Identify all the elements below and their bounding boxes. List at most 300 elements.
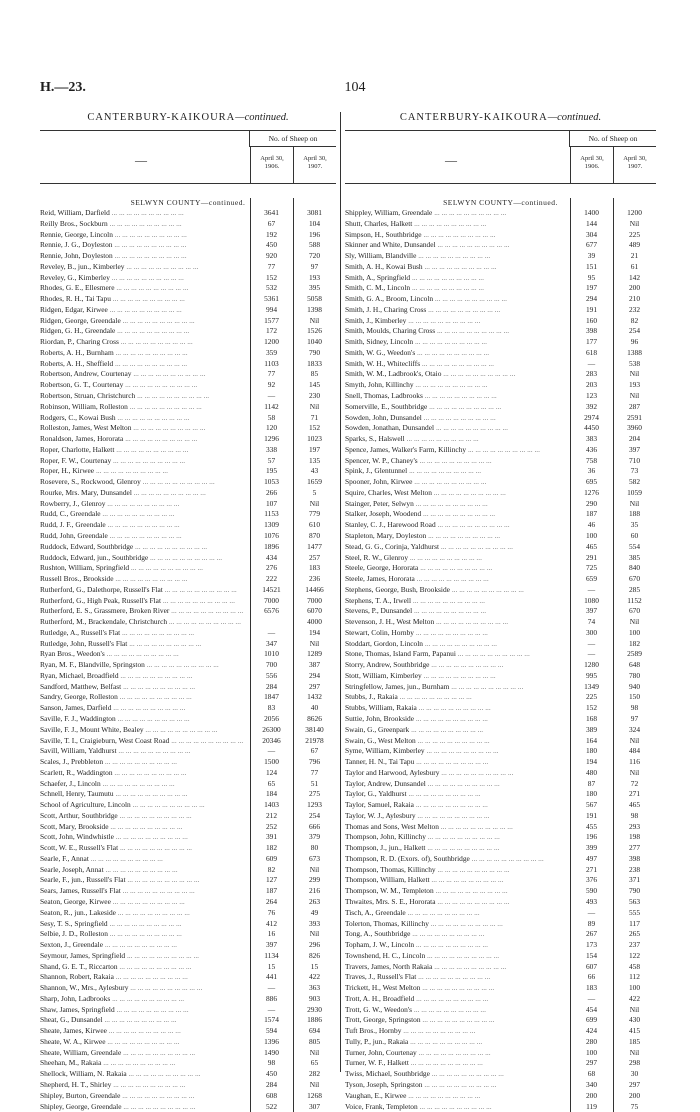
sheep-1907: Nil xyxy=(629,767,640,777)
table-row xyxy=(40,380,336,391)
owner-name: Shutt, Charles, Halkett ... xyxy=(345,219,570,230)
owner-name: Storry, Andrew, Southbridge ... xyxy=(345,660,570,671)
sheep-1906: 493 xyxy=(585,897,598,906)
owner-name: Stainger, Peter, Selwyn ... xyxy=(345,499,570,510)
owner-name: Stoddart, Gordon, Lincoln ... xyxy=(345,639,570,650)
sheep-1907: 666 xyxy=(308,821,321,831)
sheep-1906: 594 xyxy=(265,1026,278,1036)
owner-name: Syme, William, Kimberley ... xyxy=(345,746,570,757)
table-row xyxy=(40,1058,336,1069)
sheep-1906: 1010 xyxy=(264,649,279,659)
sheep-1906 xyxy=(250,617,293,628)
table-row xyxy=(40,1048,336,1059)
table-row xyxy=(345,423,656,434)
table-row xyxy=(345,822,656,833)
sheep-1907: 193 xyxy=(628,380,641,390)
owner-name: Searle, F., jun., Russell's Flat ... xyxy=(40,875,250,886)
sheep-1906: 39 xyxy=(587,251,596,261)
table-row xyxy=(345,1026,656,1037)
table-row xyxy=(40,423,336,434)
sheep-1907: Nil xyxy=(309,498,320,508)
table-row xyxy=(40,337,336,348)
sheep-1907: 1886 xyxy=(307,1015,322,1025)
sheep-1906: 454 xyxy=(585,1004,598,1014)
table-row xyxy=(40,230,336,241)
table-row xyxy=(345,1037,656,1048)
table-row xyxy=(40,822,336,833)
sheep-1907: 379 xyxy=(308,832,321,842)
sheep-1907: 398 xyxy=(628,853,641,863)
owner-name: Skinner and White, Dunsandel ... xyxy=(345,240,570,251)
owner-name: Stevens, P., Dunsandel ... xyxy=(345,606,570,617)
sheep-1906: 127 xyxy=(265,875,278,885)
owner-name: Swain, G., West Melton ... xyxy=(345,736,570,747)
owner-name: Twiss, Michael, Southbridge ... xyxy=(345,1069,570,1080)
sheep-1906: 7000 xyxy=(264,595,279,605)
table-row xyxy=(345,692,656,703)
owner-name: Thwaites, Mrs. S. E., Hororata ... xyxy=(345,897,570,908)
right-table xyxy=(345,112,656,1112)
table-row xyxy=(40,768,336,779)
sheep-1906: 1349 xyxy=(584,681,599,691)
owner-name: Smith, J. H., Charing Cross ... xyxy=(345,305,570,316)
table-row xyxy=(40,757,336,768)
county-heading: SELWYN COUNTY—continued. xyxy=(443,198,558,207)
sheep-1906: 98 xyxy=(267,1058,276,1068)
sheep-1906: 297 xyxy=(585,1058,598,1068)
owner-name: Taylor, W. J., Aylesbury ... xyxy=(345,811,570,822)
table-row xyxy=(345,671,656,682)
sheep-1906: 389 xyxy=(585,724,598,734)
sheep-1907: 97 xyxy=(630,713,639,723)
sheep-1906: 57 xyxy=(267,455,276,465)
owner-name: Stubbs, William, Rakaia ... xyxy=(345,703,570,714)
owner-name: Spence, James, Walker's Farm, Killinchy ... xyxy=(345,445,570,456)
owner-name: Rhodes, G. E., Ellesmere ... xyxy=(40,283,250,294)
owner-name: Rolleston, James, West Melton ... xyxy=(40,423,250,434)
sheep-1907: 588 xyxy=(308,240,321,250)
sheep-1906: 164 xyxy=(585,735,598,745)
sheep-1906: 100 xyxy=(585,1047,598,1057)
owner-name: Tolerton, Thomas, Killinchy ... xyxy=(345,919,570,930)
sheep-1906: 225 xyxy=(585,692,598,702)
sheep-1907: 465 xyxy=(628,800,641,810)
sheep-1906: 172 xyxy=(265,326,278,336)
sheep-1906: 412 xyxy=(265,918,278,928)
table-row xyxy=(40,682,336,693)
sheep-1907: 2589 xyxy=(627,649,642,659)
sheep-1906: 338 xyxy=(265,444,278,454)
page-header xyxy=(40,80,670,100)
sheep-1907: 71 xyxy=(310,412,319,422)
table-row xyxy=(40,219,336,230)
sheep-1907: 458 xyxy=(628,961,641,971)
table-row xyxy=(40,1005,336,1016)
table-row xyxy=(345,962,656,973)
sheep-1906: 659 xyxy=(585,574,598,584)
owner-name: Trott, George, Springston ... xyxy=(345,1015,570,1026)
sheep-1906: 522 xyxy=(265,1101,278,1111)
sheep-1907: 5 xyxy=(312,487,317,497)
owner-name: Steele, George, Hororata ... xyxy=(345,563,570,574)
table-row xyxy=(345,283,656,294)
sheep-1906: 347 xyxy=(265,638,278,648)
owner-name: Thompson, Thomas, Killinchy ... xyxy=(345,865,570,876)
sheep-1906: 180 xyxy=(585,789,598,799)
owner-name: Rushton, William, Springfield ... xyxy=(40,563,250,574)
sheep-1907: 230 xyxy=(308,391,321,401)
sheep-1907: 363 xyxy=(308,983,321,993)
owner-name: Topham, J. W., Lincoln ... xyxy=(345,940,570,951)
table-body xyxy=(345,198,656,1112)
sheep-1906: 191 xyxy=(585,810,598,820)
sheep-1906: 441 xyxy=(265,972,278,982)
sheep-1906: 699 xyxy=(585,1015,598,1025)
owner-name: Shand, G. E. T., Riccarton ... xyxy=(40,962,250,973)
table-row xyxy=(345,1058,656,1069)
owner-name: Reveley, G., Kimberley ... xyxy=(40,273,250,284)
table-row xyxy=(345,380,656,391)
sheep-1907: 77 xyxy=(310,767,319,777)
owner-name: Spencer, W. P., Chaney's ... xyxy=(345,456,570,467)
owner-name: Smith, Moulds, Charing Cross ... xyxy=(345,326,570,337)
sheep-1906: 168 xyxy=(585,713,598,723)
table-row xyxy=(40,865,336,876)
owner-name: Stone, Thomas, Island Farm, Papanui ... xyxy=(345,649,570,660)
sheep-1906: 152 xyxy=(585,703,598,713)
sheep-1906: 154 xyxy=(585,950,598,960)
owner-name: Saville, T. I., Craigieburn, West Coast Road ... xyxy=(40,736,250,747)
owner-name: Robertson, Struan, Christchurch ... xyxy=(40,391,250,402)
sheep-1907: 204 xyxy=(628,434,641,444)
sheep-1906: 1500 xyxy=(264,757,279,767)
owner-name: Sexton, J., Greendale ... xyxy=(40,940,250,951)
sheep-1907: 225 xyxy=(628,229,641,239)
table-row xyxy=(345,703,656,714)
sheep-1907: 422 xyxy=(308,972,321,982)
sheep-1907: 489 xyxy=(628,240,641,250)
sheep-1907: 237 xyxy=(628,940,641,950)
table-row xyxy=(40,983,336,994)
sheep-1906: 3641 xyxy=(264,208,279,217)
owner-name: Thomas and Sons, West Melton ... xyxy=(345,822,570,833)
table-row xyxy=(345,908,656,919)
table-row xyxy=(40,789,336,800)
column-header xyxy=(345,130,656,184)
sheep-1906: 266 xyxy=(265,487,278,497)
sheep-1906: 20346 xyxy=(262,735,281,745)
sheep-1906: 222 xyxy=(265,574,278,584)
owner-name: Sandford, Matthew, Belfast ... xyxy=(40,682,250,693)
sheep-1906: 197 xyxy=(585,283,598,293)
table-row xyxy=(345,875,656,886)
table-row xyxy=(345,251,656,262)
sheep-1906: 1396 xyxy=(264,1036,279,1046)
table-row xyxy=(345,359,656,370)
sheep-1906: 465 xyxy=(585,541,598,551)
table-row xyxy=(345,940,656,951)
sheep-1907: 1200 xyxy=(627,208,642,217)
sheep-1907: 21978 xyxy=(305,735,324,745)
table-row xyxy=(345,972,656,983)
owner-name: Scarlett, R., Waddington ... xyxy=(40,768,250,779)
sheep-1907: 307 xyxy=(308,1101,321,1111)
sheep-1907: 1833 xyxy=(307,358,322,368)
sheep-1907: 385 xyxy=(628,552,641,562)
owner-name: Smith, C. M., Lincoln ... xyxy=(345,283,570,294)
sheep-1906: 383 xyxy=(585,434,598,444)
sheep-1906: 187 xyxy=(265,886,278,896)
sheep-1906: 434 xyxy=(265,552,278,562)
sheep-1907: 73 xyxy=(630,466,639,476)
table-row xyxy=(40,488,336,499)
sheep-1907: 38140 xyxy=(305,724,324,734)
table-row xyxy=(40,1037,336,1048)
sheep-1906: 1053 xyxy=(264,477,279,487)
owner-name: Reid, William, Darfield ... xyxy=(40,208,250,219)
sheep-1906: — xyxy=(267,627,276,637)
sheep-1906: 497 xyxy=(585,853,598,863)
sheep-1906: 95 xyxy=(587,272,596,282)
table-row xyxy=(345,854,656,865)
sheep-1907: 297 xyxy=(628,1080,641,1090)
owner-name: Rowberry, J., Glenroy ... xyxy=(40,499,250,510)
sheep-1906: 107 xyxy=(265,498,278,508)
owner-name: Trott, G. W., Weedon's ... xyxy=(345,1005,570,1016)
sheep-1907: 232 xyxy=(628,304,641,314)
owner-name: Rourke, Mrs. Mary, Dunsandel ... xyxy=(40,488,250,499)
table-row xyxy=(40,639,336,650)
sheep-1907: 299 xyxy=(308,875,321,885)
owner-name: Ryan, M. F., Blandville, Springston ... xyxy=(40,660,250,671)
owner-name: Scott, John, Windwhistle ... xyxy=(40,832,250,843)
table-row xyxy=(40,240,336,251)
table-row xyxy=(40,800,336,811)
owner-name: Thompson, John, Killinchy ... xyxy=(345,832,570,843)
table-row xyxy=(345,520,656,531)
sheep-1907: 80 xyxy=(310,843,319,853)
sheep-1906: 392 xyxy=(585,401,598,411)
table-row xyxy=(345,832,656,843)
owner-name: Stanley, C. J., Harewood Road ... xyxy=(345,520,570,531)
table-row xyxy=(40,1015,336,1026)
left-table xyxy=(40,112,336,1112)
owner-name: Stead, G. G., Corinja, Yaldhurst ... xyxy=(345,542,570,553)
table-row xyxy=(345,240,656,251)
sheep-1907: 238 xyxy=(628,864,641,874)
sheep-1907: 1268 xyxy=(307,1090,322,1100)
sheep-1907: 1040 xyxy=(307,337,322,347)
table-row xyxy=(40,1069,336,1080)
owner-name: Schnell, Henry, Taumutu ... xyxy=(40,789,250,800)
sheep-1907: 100 xyxy=(628,983,641,993)
sheep-1907: 117 xyxy=(629,918,640,928)
sheep-1906: 397 xyxy=(585,606,598,616)
table-row xyxy=(40,811,336,822)
sheep-1907: 282 xyxy=(308,1069,321,1079)
owner-name: Taylor, Andrew, Dunsandel ... xyxy=(345,779,570,790)
sheep-1907: 1059 xyxy=(627,487,642,497)
sheep-1907: 135 xyxy=(308,455,321,465)
sheep-1907: 122 xyxy=(628,950,641,960)
sheep-1907: 3960 xyxy=(627,423,642,433)
owner-name: Rennie, George, Lincoln ... xyxy=(40,230,250,241)
sheep-1907: 805 xyxy=(308,1036,321,1046)
sheep-1907: 1659 xyxy=(307,477,322,487)
owner-name: Tisch, A., Greendale ... xyxy=(345,908,570,919)
sheep-1906: 194 xyxy=(585,757,598,767)
owner-name: Stevenson, J. H., West Melton ... xyxy=(345,617,570,628)
table-row xyxy=(40,886,336,897)
sheep-1906: 182 xyxy=(265,843,278,853)
sheep-1907: 1432 xyxy=(307,692,322,702)
table-row xyxy=(345,897,656,908)
owner-name: Sowden, John, Dunsandel ... xyxy=(345,413,570,424)
sheep-1906: 607 xyxy=(585,961,598,971)
table-row xyxy=(345,725,656,736)
sheep-1907: Nil xyxy=(309,929,320,939)
column-header-1906: April 30, 1906. xyxy=(250,147,293,183)
owner-name: Sowden, Jonathan, Dunsandel ... xyxy=(345,423,570,434)
owner-name: Traves, J., Russell's Flat ... xyxy=(345,972,570,983)
owner-name: Townshend, H. C., Lincoln ... xyxy=(345,951,570,962)
table-row xyxy=(345,294,656,305)
sheep-1907: Nil xyxy=(629,218,640,228)
sheep-1906: 359 xyxy=(265,347,278,357)
owner-name: Tyson, Joseph, Springston ... xyxy=(345,1080,570,1091)
table-row xyxy=(40,617,336,628)
owner-name: Rutledge, A., Russell's Flat ... xyxy=(40,628,250,639)
sheep-1906: — xyxy=(587,584,596,594)
name-column-header: — xyxy=(445,153,457,167)
sheep-1906: 340 xyxy=(585,1080,598,1090)
table-row xyxy=(345,606,656,617)
table-row xyxy=(40,294,336,305)
sheep-1907: 112 xyxy=(629,972,640,982)
sheep-1907: 30 xyxy=(630,1069,639,1079)
owner-name: Turner, John, Courtenay ... xyxy=(345,1048,570,1059)
owner-name: Scott, W. E., Russell's Flat ... xyxy=(40,843,250,854)
table-row xyxy=(345,553,656,564)
sheep-1906: 2974 xyxy=(584,412,599,422)
owner-name: Shepherd, H. T., Shirley ... xyxy=(40,1080,250,1091)
sheep-1906: 100 xyxy=(585,530,598,540)
table-row xyxy=(40,1102,336,1112)
table-row xyxy=(345,800,656,811)
sheep-1907: Nil xyxy=(629,735,640,745)
table-row xyxy=(345,1080,656,1091)
sheep-1906: 276 xyxy=(265,563,278,573)
sheep-1907: 554 xyxy=(628,541,641,551)
table-row xyxy=(345,445,656,456)
table-row xyxy=(345,509,656,520)
sheep-1906: 203 xyxy=(585,380,598,390)
sheep-1906: — xyxy=(587,993,596,1003)
sheep-1906: 886 xyxy=(265,993,278,1003)
table-body xyxy=(40,198,336,1112)
table-row xyxy=(40,477,336,488)
table-row xyxy=(40,563,336,574)
owner-name: Thompson, R. D. (Exors. of), Southbridge ... xyxy=(345,854,570,865)
sheep-1906: 1296 xyxy=(264,434,279,444)
sheep-1907: 397 xyxy=(628,444,641,454)
sheep-1907: 51 xyxy=(310,778,319,788)
sheep-1907: 296 xyxy=(308,940,321,950)
sheep-1906: 450 xyxy=(265,240,278,250)
owner-name: Travers, James, North Rakaia ... xyxy=(345,962,570,973)
sheep-1907: 193 xyxy=(308,272,321,282)
table-row xyxy=(345,1069,656,1080)
owner-name: Swain, G., Greenpark ... xyxy=(345,725,570,736)
sheep-1907: 555 xyxy=(628,907,641,917)
sheep-1907: 582 xyxy=(628,477,641,487)
table-row xyxy=(40,1091,336,1102)
owner-name: Tong, A., Southbridge ... xyxy=(345,929,570,940)
table-row xyxy=(345,843,656,854)
sheep-1907: 395 xyxy=(308,283,321,293)
owner-name: Stewart, Colin, Hornby ... xyxy=(345,628,570,639)
sheep-1907: 2930 xyxy=(307,1004,322,1014)
sheep-1907: 96 xyxy=(630,337,639,347)
sheep-1906: 1490 xyxy=(264,1047,279,1057)
sheep-1906: 677 xyxy=(585,240,598,250)
sheep-1907: 183 xyxy=(308,563,321,573)
sheep-1906: 173 xyxy=(585,940,598,950)
sheep-1907: 196 xyxy=(308,229,321,239)
sheep-1907: 277 xyxy=(628,843,641,853)
sheep-1906: 291 xyxy=(585,552,598,562)
sheep-1907: 826 xyxy=(308,950,321,960)
sheep-1907: 82 xyxy=(630,315,639,325)
owner-name: Shipley, Burton, Greendale ... xyxy=(40,1091,250,1102)
table-row xyxy=(40,692,336,703)
table-row xyxy=(40,994,336,1005)
sheep-1907: 182 xyxy=(628,638,641,648)
table-row xyxy=(40,283,336,294)
owner-name: Shaw, James, Springfield ... xyxy=(40,1005,250,1016)
sheep-1907: 2591 xyxy=(627,412,642,422)
sheep-1906: 26300 xyxy=(262,724,281,734)
sheep-1906: 77 xyxy=(267,369,276,379)
sheep-1906: 391 xyxy=(265,832,278,842)
owner-name: Scales, J., Prebbleton ... xyxy=(40,757,250,768)
table-row xyxy=(345,305,656,316)
table-row xyxy=(40,972,336,983)
sheep-1907: 940 xyxy=(628,681,641,691)
sheep-1906: 1153 xyxy=(264,509,279,519)
owner-name: Smith, W. H., Whitecliffs ... xyxy=(345,359,570,370)
table-row xyxy=(345,628,656,639)
sheep-count-group-header: No. of Sheep on xyxy=(569,131,656,147)
owner-name: Tanner, H. N., Tai Tapu ... xyxy=(345,757,570,768)
table-row xyxy=(345,789,656,800)
owner-name: Ruddock, Edward, Southbridge ... xyxy=(40,542,250,553)
sheep-1907: 1388 xyxy=(627,347,642,357)
sheep-1906: 6576 xyxy=(264,606,279,616)
owner-name: Rutherford, G., Dalethorpe, Russell's Flat ... xyxy=(40,585,250,596)
table-row xyxy=(40,951,336,962)
sheep-1906: 192 xyxy=(265,229,278,239)
table-row xyxy=(40,940,336,951)
table-row xyxy=(345,919,656,930)
owner-name: Shannon, Robert, Rakaia ... xyxy=(40,972,250,983)
owner-name: Thompson, William, Halkett ... xyxy=(345,875,570,886)
sheep-1907: 294 xyxy=(308,670,321,680)
owner-name: Rutledge, John, Russell's Flat ... xyxy=(40,639,250,650)
table-row xyxy=(40,542,336,553)
table-row xyxy=(40,660,336,671)
table-row xyxy=(40,919,336,930)
